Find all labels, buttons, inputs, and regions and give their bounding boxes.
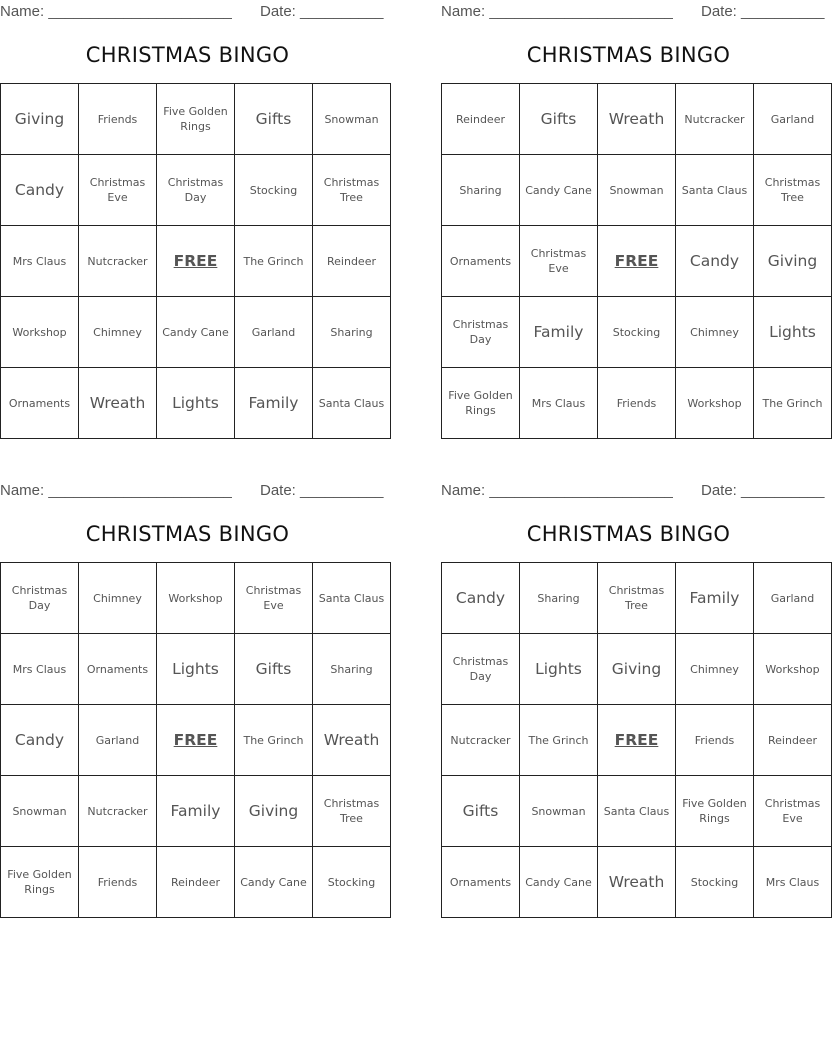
bingo-cell: Snowman: [598, 155, 676, 226]
bingo-cell: Santa Claus: [313, 563, 391, 634]
bingo-cell: Santa Claus: [598, 776, 676, 847]
bingo-cell: Mrs Claus: [1, 226, 79, 297]
bingo-cell: Mrs Claus: [754, 847, 832, 918]
bingo-cell: Candy: [1, 155, 79, 226]
bingo-cell: Family: [676, 563, 754, 634]
bingo-row: [442, 155, 832, 226]
bingo-cell: Garland: [754, 563, 832, 634]
bingo-cell: Five Golden Rings: [157, 84, 235, 155]
bingo-grid: [0, 83, 391, 439]
bingo-cell: Christmas Eve: [520, 226, 598, 297]
card-title: CHRISTMAS BINGO: [85, 43, 290, 67]
bingo-cell: Christmas Tree: [598, 563, 676, 634]
bingo-cell: Lights: [157, 368, 235, 439]
bingo-cell: Ornaments: [442, 847, 520, 918]
bingo-cell: Christmas Eve: [235, 563, 313, 634]
free-space-cell: FREE: [157, 705, 235, 776]
bingo-grid: [441, 83, 832, 439]
bingo-cell: Christmas Day: [157, 155, 235, 226]
date-line: Date: __________: [701, 482, 825, 499]
bingo-cell: The Grinch: [235, 705, 313, 776]
bingo-row: [1, 634, 391, 705]
bingo-cell: Workshop: [754, 634, 832, 705]
bingo-cell: Christmas Tree: [754, 155, 832, 226]
bingo-row: [442, 84, 832, 155]
bingo-cell: Stocking: [313, 847, 391, 918]
name-line: Name: ______________________: [0, 482, 232, 499]
bingo-cell: Stocking: [676, 847, 754, 918]
name-line: Name: ______________________: [0, 3, 232, 20]
bingo-cell: Sharing: [520, 563, 598, 634]
bingo-cell: Giving: [598, 634, 676, 705]
bingo-cell: Friends: [676, 705, 754, 776]
bingo-cell: Candy Cane: [520, 155, 598, 226]
bingo-cell: Reindeer: [157, 847, 235, 918]
bingo-cell: Snowman: [520, 776, 598, 847]
bingo-cell: Giving: [1, 84, 79, 155]
card-title: CHRISTMAS BINGO: [526, 522, 731, 546]
bingo-cell: Sharing: [313, 297, 391, 368]
bingo-cell: Workshop: [676, 368, 754, 439]
card-title: CHRISTMAS BINGO: [85, 522, 290, 546]
bingo-cell: Nutcracker: [442, 705, 520, 776]
bingo-row: [442, 563, 832, 634]
bingo-cell: Nutcracker: [676, 84, 754, 155]
bingo-cell: Christmas Day: [1, 563, 79, 634]
bingo-grid: [0, 562, 391, 918]
bingo-cell: Family: [235, 368, 313, 439]
free-space-cell: FREE: [598, 226, 676, 297]
bingo-row: [1, 368, 391, 439]
bingo-cell: Candy: [442, 563, 520, 634]
bingo-row: [1, 297, 391, 368]
bingo-cell: Giving: [754, 226, 832, 297]
bingo-cell: Snowman: [313, 84, 391, 155]
bingo-cell: Candy Cane: [235, 847, 313, 918]
name-line: Name: ______________________: [441, 3, 673, 20]
bingo-cell: Wreath: [313, 705, 391, 776]
name-line: Name: ______________________: [441, 482, 673, 499]
bingo-cell: Mrs Claus: [520, 368, 598, 439]
bingo-cell: Five Golden Rings: [1, 847, 79, 918]
bingo-cell: Family: [157, 776, 235, 847]
bingo-cell: Christmas Eve: [754, 776, 832, 847]
bingo-cell: Reindeer: [754, 705, 832, 776]
bingo-cell: Nutcracker: [79, 226, 157, 297]
bingo-row: [442, 847, 832, 918]
bingo-cell: Giving: [235, 776, 313, 847]
bingo-cell: Santa Claus: [313, 368, 391, 439]
bingo-row: [1, 84, 391, 155]
bingo-cell: Sharing: [442, 155, 520, 226]
bingo-row: [1, 155, 391, 226]
bingo-cell: Gifts: [235, 634, 313, 705]
bingo-cell: Reindeer: [442, 84, 520, 155]
bingo-cell: Wreath: [598, 84, 676, 155]
bingo-row: [1, 776, 391, 847]
bingo-grid: [441, 562, 832, 918]
bingo-cell: Gifts: [520, 84, 598, 155]
bingo-cell: Lights: [520, 634, 598, 705]
bingo-cell: Chimney: [79, 297, 157, 368]
bingo-cell: The Grinch: [235, 226, 313, 297]
bingo-cell: The Grinch: [520, 705, 598, 776]
bingo-row: [1, 847, 391, 918]
free-space-cell: FREE: [157, 226, 235, 297]
bingo-cell: Christmas Eve: [79, 155, 157, 226]
bingo-cell: Ornaments: [79, 634, 157, 705]
bingo-row: [442, 368, 832, 439]
bingo-row: [442, 634, 832, 705]
bingo-cell: Chimney: [79, 563, 157, 634]
free-space-cell: FREE: [598, 705, 676, 776]
bingo-cell: Reindeer: [313, 226, 391, 297]
bingo-cell: Candy: [1, 705, 79, 776]
bingo-cell: Gifts: [235, 84, 313, 155]
bingo-cell: Santa Claus: [676, 155, 754, 226]
bingo-cell: Friends: [79, 847, 157, 918]
bingo-cell: Five Golden Rings: [442, 368, 520, 439]
bingo-cell: The Grinch: [754, 368, 832, 439]
bingo-cell: Garland: [754, 84, 832, 155]
bingo-cell: Friends: [598, 368, 676, 439]
bingo-cell: Christmas Day: [442, 297, 520, 368]
bingo-cell: Snowman: [1, 776, 79, 847]
bingo-cell: Lights: [157, 634, 235, 705]
bingo-cell: Candy: [676, 226, 754, 297]
bingo-cell: Chimney: [676, 297, 754, 368]
bingo-row: [1, 226, 391, 297]
bingo-cell: Lights: [754, 297, 832, 368]
bingo-cell: Wreath: [79, 368, 157, 439]
bingo-cell: Stocking: [598, 297, 676, 368]
date-line: Date: __________: [260, 482, 384, 499]
bingo-row: [1, 705, 391, 776]
bingo-cell: Chimney: [676, 634, 754, 705]
bingo-cell: Stocking: [235, 155, 313, 226]
bingo-row: [442, 297, 832, 368]
bingo-cell: Nutcracker: [79, 776, 157, 847]
bingo-cell: Candy Cane: [157, 297, 235, 368]
bingo-cell: Christmas Tree: [313, 155, 391, 226]
bingo-cell: Sharing: [313, 634, 391, 705]
bingo-cell: Gifts: [442, 776, 520, 847]
date-line: Date: __________: [701, 3, 825, 20]
bingo-cell: Mrs Claus: [1, 634, 79, 705]
bingo-cell: Workshop: [157, 563, 235, 634]
bingo-cell: Candy Cane: [520, 847, 598, 918]
bingo-cell: Garland: [235, 297, 313, 368]
bingo-cell: Family: [520, 297, 598, 368]
bingo-row: [442, 226, 832, 297]
bingo-cell: Christmas Tree: [313, 776, 391, 847]
bingo-cell: Wreath: [598, 847, 676, 918]
bingo-cell: Ornaments: [442, 226, 520, 297]
date-line: Date: __________: [260, 3, 384, 20]
bingo-cell: Workshop: [1, 297, 79, 368]
bingo-row: [442, 776, 832, 847]
bingo-row: [1, 563, 391, 634]
bingo-cell: Ornaments: [1, 368, 79, 439]
bingo-cell: Five Golden Rings: [676, 776, 754, 847]
bingo-cell: Friends: [79, 84, 157, 155]
bingo-row: [442, 705, 832, 776]
bingo-cell: Christmas Day: [442, 634, 520, 705]
card-title: CHRISTMAS BINGO: [526, 43, 731, 67]
bingo-cell: Garland: [79, 705, 157, 776]
